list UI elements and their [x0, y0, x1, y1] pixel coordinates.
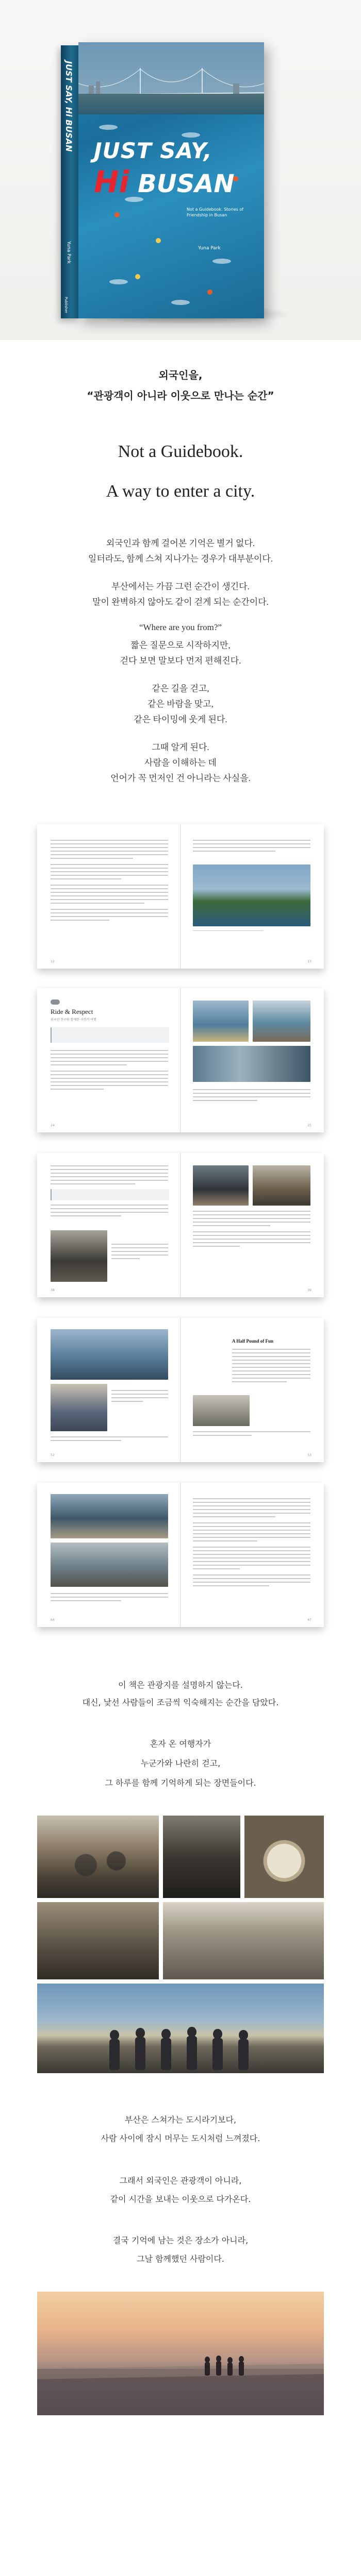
page-number: 39 — [307, 1289, 311, 1292]
book-hero-section — [0, 0, 361, 340]
collage-photo-food — [244, 1816, 324, 1898]
text-lines — [111, 1244, 168, 1262]
group-photo — [193, 1046, 310, 1082]
intro-line2: “관광객이 아니라 이웃으로 만나는 순간” — [87, 389, 274, 402]
chapter-badge — [51, 999, 60, 1005]
collage-photo-night — [163, 1816, 240, 1898]
cover-title-line2 — [94, 164, 235, 199]
page-number: 67 — [307, 1618, 311, 1622]
spread-5-left-page — [37, 1483, 180, 1627]
chapter-title: A Half Pound of Fun — [232, 1338, 274, 1344]
para-line-6: 짧은 질문으로 시작하지만, — [130, 640, 231, 650]
spread-3-left-page — [37, 1153, 180, 1297]
para-line-8: 같은 길을 걷고, — [152, 684, 209, 693]
book-cover — [78, 42, 264, 318]
para-line-10: 같은 타이밍에 웃게 된다. — [134, 715, 227, 724]
spread-1-left-page — [37, 824, 180, 969]
text-lines — [193, 1498, 310, 1589]
beach-photo-2 — [253, 1001, 310, 1042]
para-line-11: 그때 알게 된다. — [152, 742, 209, 752]
closing-line5: 결국 기억에 남는 것은 장소가 아니라, — [112, 2235, 249, 2245]
spread-5-right-page — [180, 1483, 324, 1627]
tagline-subtitle: A way to enter a city. — [106, 482, 255, 501]
food-photo — [253, 1165, 310, 1206]
spread-2-right-page — [180, 988, 324, 1132]
text-lines — [193, 840, 310, 854]
text-lines — [111, 1390, 168, 1404]
para-line-4: 말이 완벽하지 않아도 같이 걷게 되는 순간이다. — [92, 597, 269, 607]
text-lines — [193, 1431, 310, 1438]
text-lines — [51, 840, 168, 923]
text-lines — [51, 1436, 168, 1444]
text-lines — [193, 930, 310, 934]
para-line-7: 걷다 보면 말보다 먼저 편해진다. — [120, 656, 241, 666]
chapter-subtitle: 외국인 친구와 함께한 자전거 여행 — [51, 1018, 96, 1022]
photo-collage — [37, 1816, 324, 2073]
text-lines — [51, 1205, 168, 1219]
cover-title-city: BUSAN — [138, 170, 235, 198]
cover-title-hi: Hi — [94, 164, 129, 199]
para-line-1: 외국인과 함께 걸어본 기억은 별거 없다. — [106, 538, 255, 548]
closing-line3: 그래서 외국인은 관광객이 아니라, — [119, 2176, 242, 2185]
closing-line2: 사람 사이에 잠시 머무는 도시처럼 느껴졌다. — [101, 2133, 260, 2143]
spine-title: JUST SAY, Hi BUSAN — [64, 61, 74, 152]
closing-line4: 같이 시간을 보내는 이웃으로 다가온다. — [110, 2194, 251, 2204]
desc-line5: 그 하루를 함께 기억하게 되는 장면들이다. — [105, 1778, 256, 1788]
pier-photo — [51, 1494, 168, 1538]
para-line-5: “Where are you from?” — [139, 622, 222, 632]
desc-line1: 이 책은 관광지를 설명하지 않는다. — [118, 1680, 243, 1690]
text-lines — [232, 1349, 310, 1385]
collage-photo-market — [37, 1902, 159, 1979]
text-lines — [51, 1165, 168, 1187]
page-number: 25 — [307, 1124, 311, 1127]
book-spread-2 — [37, 988, 324, 1132]
text-lines — [193, 1089, 310, 1104]
page-number: 12 — [51, 960, 55, 963]
para-line-9: 같은 바람을 맞고, — [147, 699, 214, 709]
spread-4-right-page — [180, 1318, 324, 1462]
quote-box — [51, 1189, 169, 1200]
para-line-3: 부산에서는 가끔 그런 순간이 생긴다. — [111, 582, 250, 591]
collage-photo-table — [163, 1902, 324, 1979]
sunset-walk-photo — [37, 2292, 324, 2415]
book-spread-4 — [37, 1318, 324, 1462]
cafe-photo — [193, 1395, 250, 1426]
desc-line2: 대신, 낯선 사람들이 조금씩 익숙해지는 순간을 담았다. — [82, 1698, 279, 1707]
text-lines — [193, 1211, 310, 1249]
closing-line1: 부산은 스쳐가는 도시라기보다, — [124, 2115, 237, 2125]
spine-publisher: Publisher — [64, 296, 68, 313]
page-number: 66 — [51, 1618, 55, 1622]
cover-author: Yuna Park — [198, 246, 221, 251]
cover-coast — [78, 94, 264, 114]
tagline-title: Not a Guidebook. — [118, 442, 243, 461]
page-number: 13 — [307, 960, 311, 963]
group-silhouettes — [37, 1984, 324, 2073]
friends-photo — [51, 1384, 107, 1431]
cover-subtitle: Not a Guidebook. Stories of Friendship in Busan — [187, 207, 244, 217]
page-number: 53 — [307, 1453, 311, 1457]
para-line-12: 사람을 이해하는 데 — [144, 758, 217, 768]
intro-line1: 외국인을, — [158, 369, 203, 381]
spread-4-left-page — [37, 1318, 180, 1462]
page-number: 52 — [51, 1453, 55, 1457]
book-spread-5 — [37, 1483, 324, 1627]
spine-author: Yuna Park — [66, 241, 71, 264]
desc-line3: 혼자 온 여행자가 — [150, 1739, 211, 1749]
book-spread-3 — [37, 1153, 324, 1297]
cover-title-line1: JUST SAY, — [94, 138, 212, 163]
chapter-title: Ride & Respect — [51, 1008, 93, 1015]
text-lines — [51, 1050, 168, 1092]
chapter-quote-box — [51, 1027, 169, 1043]
walkers-photo — [51, 1543, 168, 1587]
para-line-13: 언어가 꼭 먼저인 건 아니라는 사실을. — [110, 773, 251, 783]
text-lines — [51, 1593, 168, 1604]
para-line-2: 일터라도, 함께 스쳐 지나가는 경우가 대부분이다. — [88, 554, 273, 564]
page-number: 24 — [51, 1124, 55, 1127]
street-photo — [51, 1230, 107, 1282]
book-spine — [61, 45, 79, 318]
desc-line4: 누군가와 나란히 걷고, — [140, 1758, 221, 1768]
page-number: 38 — [51, 1289, 55, 1292]
night-market-photo — [193, 1165, 249, 1206]
beach-photo-1 — [193, 1001, 249, 1042]
closing-line6: 그날 함께했던 사람이다. — [137, 2254, 224, 2264]
spread-2-left-page — [37, 988, 180, 1132]
coastal-photo — [193, 865, 310, 926]
book-spread-1 — [37, 824, 324, 969]
spread-3-right-page — [180, 1153, 324, 1297]
group-harbor-photo — [51, 1329, 168, 1380]
spread-1-right-page — [180, 824, 324, 969]
